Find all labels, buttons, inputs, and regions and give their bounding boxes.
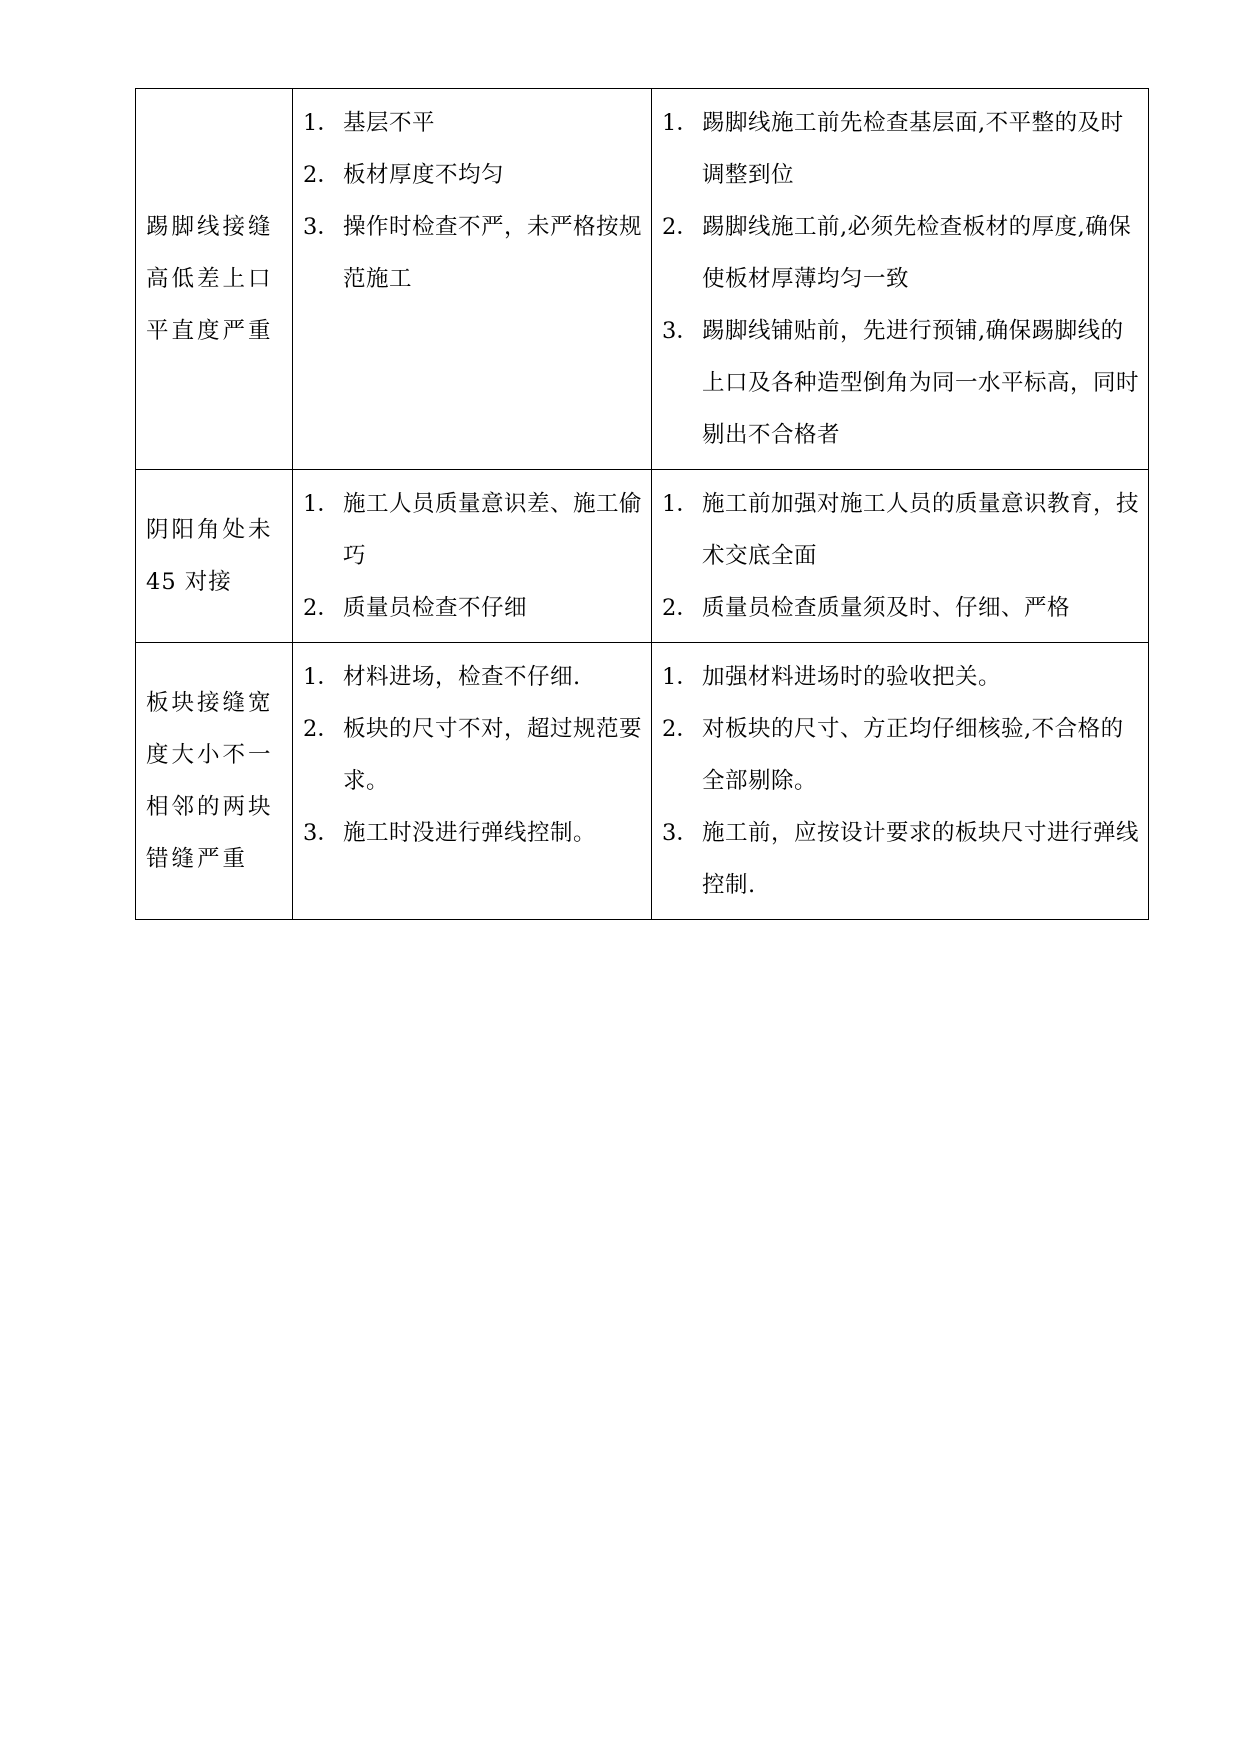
issue-cell — [136, 643, 293, 920]
item-number: 3． — [662, 820, 699, 846]
issue-line: 高低差上口 — [146, 266, 274, 292]
item-text: 对板块的尺寸、方正均仔细核验,不合格的全部剔除。 — [702, 716, 1124, 794]
item-number: 1． — [303, 491, 340, 517]
item-number: 2． — [303, 595, 340, 621]
quality-control-table — [135, 88, 1149, 920]
issue-line: 阴阳角处未 — [146, 517, 274, 543]
table-row — [136, 89, 1149, 470]
list-item — [662, 97, 1140, 201]
cause-list — [303, 651, 643, 859]
list-item — [662, 478, 1140, 582]
issue-line: 度大小不一 — [146, 742, 274, 768]
item-text: 质量员检查质量须及时、仔细、严格 — [702, 595, 1071, 621]
list-item — [662, 703, 1140, 807]
issue-line: 相邻的两块 — [146, 794, 274, 820]
issue-cell — [136, 470, 293, 643]
list-item — [303, 201, 643, 305]
item-number: 3． — [303, 214, 340, 240]
cause-list — [303, 97, 643, 305]
measure-list — [662, 478, 1140, 634]
item-text: 踢脚线施工前,必须先检查板材的厚度,确保使板材厚薄均匀一致 — [702, 214, 1132, 292]
item-number: 1． — [303, 110, 340, 136]
item-text: 基层不平 — [343, 110, 436, 136]
cause-cell — [293, 470, 652, 643]
issue-line: 45 对接 — [146, 569, 232, 595]
list-item — [303, 478, 643, 582]
item-number: 3． — [303, 820, 340, 846]
item-number: 1． — [662, 110, 699, 136]
item-text: 施工前，应按设计要求的板块尺寸进行弹线控制. — [702, 820, 1140, 898]
list-item — [303, 97, 643, 149]
list-item — [303, 651, 643, 703]
item-text: 施工人员质量意识差、施工偷巧 — [343, 491, 643, 569]
item-number: 2． — [662, 595, 699, 621]
list-item — [662, 201, 1140, 305]
item-number: 1． — [662, 491, 699, 517]
item-text: 踢脚线铺贴前，先进行预铺,确保踢脚线的上口及各种造型倒角为同一水平标高，同时剔出不合格者 — [702, 318, 1140, 448]
item-text: 操作时检查不严，未严格按规范施工 — [343, 214, 643, 292]
item-text: 施工时没进行弹线控制。 — [343, 820, 597, 846]
issue-cell — [136, 89, 293, 470]
cause-list — [303, 478, 643, 634]
issue-line: 踢脚线接缝 — [146, 214, 274, 240]
item-number: 2． — [303, 716, 340, 742]
item-text: 施工前加强对施工人员的质量意识教育，技术交底全面 — [702, 491, 1140, 569]
measure-list — [662, 651, 1140, 911]
item-text: 加强材料进场时的验收把关。 — [702, 664, 1002, 690]
list-item — [662, 305, 1140, 461]
list-item — [303, 149, 643, 201]
list-item — [303, 703, 643, 807]
item-number: 3． — [662, 318, 699, 344]
issue-line: 错缝严重 — [146, 846, 249, 872]
list-item — [303, 582, 643, 634]
item-number: 1． — [303, 664, 340, 690]
item-text: 踢脚线施工前先检查基层面,不平整的及时调整到位 — [702, 110, 1124, 188]
cause-cell — [293, 643, 652, 920]
measure-list — [662, 97, 1140, 461]
item-text: 板材厚度不均匀 — [343, 162, 505, 188]
list-item — [662, 582, 1140, 634]
item-number: 1． — [662, 664, 699, 690]
cause-cell — [293, 89, 652, 470]
item-number: 2． — [662, 214, 699, 240]
issue-line: 平直度严重 — [146, 318, 274, 344]
item-text: 材料进场，检查不仔细. — [343, 664, 581, 690]
list-item — [662, 807, 1140, 911]
list-item — [662, 651, 1140, 703]
item-number: 2． — [662, 716, 699, 742]
issue-line: 板块接缝宽 — [146, 690, 274, 716]
table-row — [136, 470, 1149, 643]
item-text: 质量员检查不仔细 — [343, 595, 528, 621]
measure-cell — [652, 470, 1149, 643]
measure-cell — [652, 643, 1149, 920]
item-number: 2． — [303, 162, 340, 188]
measure-cell — [652, 89, 1149, 470]
table-row — [136, 643, 1149, 920]
list-item — [303, 807, 643, 859]
item-text: 板块的尺寸不对，超过规范要求。 — [343, 716, 643, 794]
